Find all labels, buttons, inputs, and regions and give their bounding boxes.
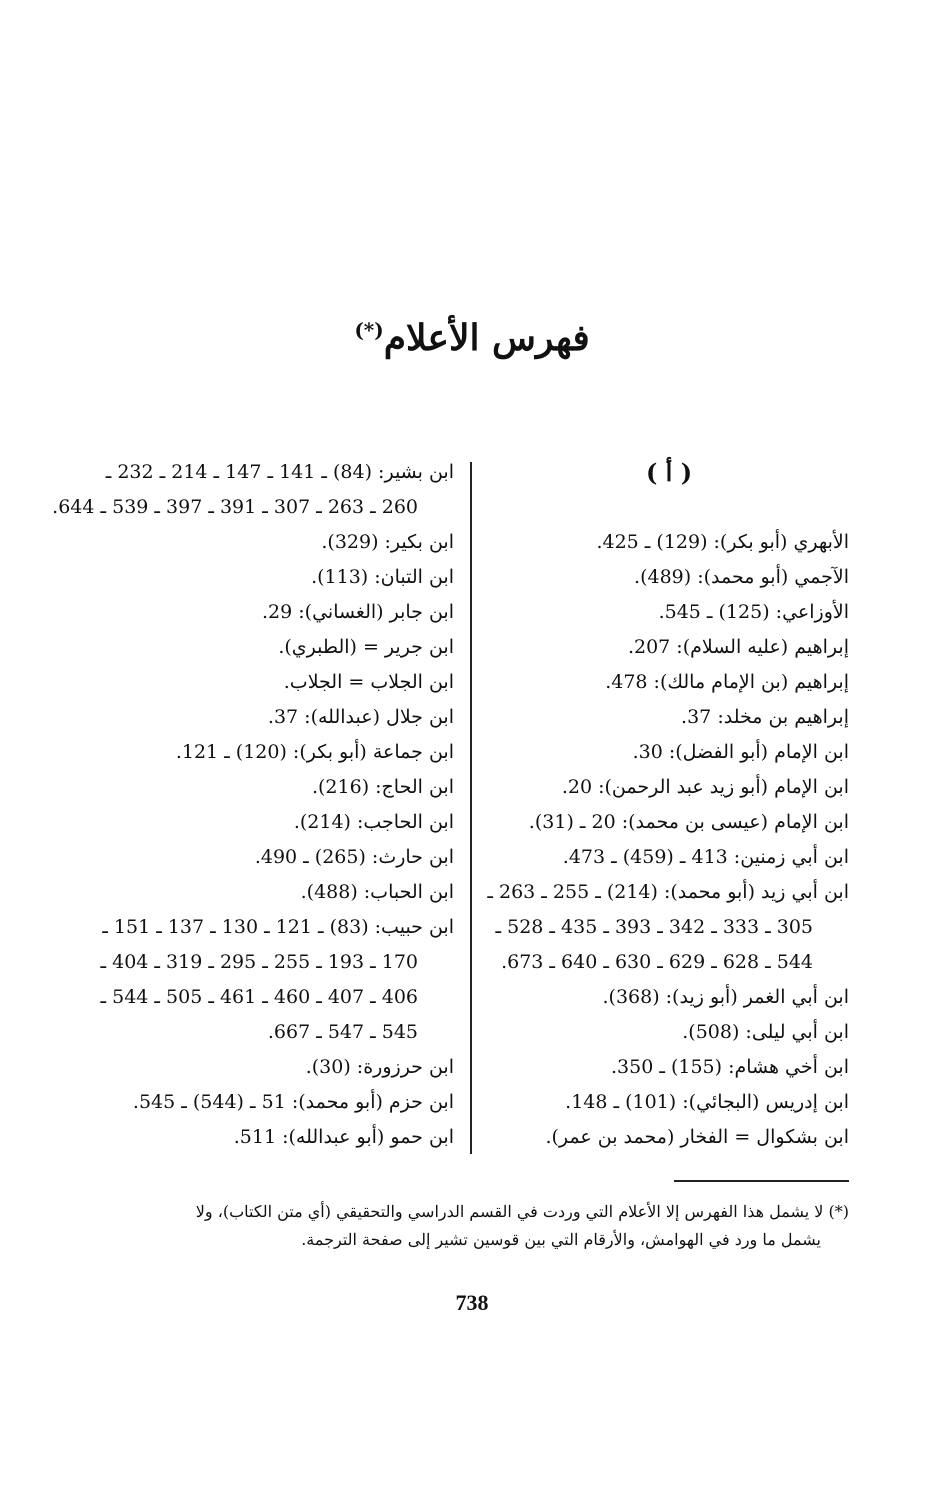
index-entry: ابن جلال (عبدالله): 37. xyxy=(267,706,454,728)
left-column xyxy=(52,455,454,1155)
index-entry: ابن أخي هشام: (155) ـ 350. xyxy=(611,1056,849,1078)
footnote-line: (*) لا يشمل هذا الفهرس إلا الأعلام التي وردت في القسم الدراسي والتحقيقي (أي متن الكتاب)، ولا xyxy=(195,1202,849,1221)
footnote xyxy=(89,1198,849,1254)
page-title xyxy=(0,300,944,368)
index-entry: ابن حبيب: (83) ـ 121 ـ 130 ـ 137 ـ 151 ـ xyxy=(102,916,454,938)
index-entry: ابن حمو (أبو عبدالله): 511. xyxy=(233,1126,454,1148)
index-entry-continuation: 544 ـ 628 ـ 629 ـ 630 ـ 640 ـ 673. xyxy=(501,951,813,973)
index-entry: ابن إدريس (البجائي): (101) ـ 148. xyxy=(565,1091,849,1113)
index-entry: ابن أبي زيد (أبو محمد): (214) ـ 255 ـ 263 ـ xyxy=(487,881,849,903)
index-entry: إبراهيم (بن الإمام مالك): 478. xyxy=(605,671,849,693)
index-entry-continuation: 545 ـ 547 ـ 667. xyxy=(267,1021,418,1043)
title-footnote-marker: (*) xyxy=(354,318,384,342)
index-entry: ابن التبان: (113). xyxy=(311,566,454,588)
index-entry: ابن الحاج: (216). xyxy=(311,776,454,798)
index-entry: ابن الحباب: (488). xyxy=(300,881,454,903)
right-column xyxy=(489,455,849,1155)
index-entry-continuation: 170 ـ 193 ـ 255 ـ 295 ـ 319 ـ 404 ـ xyxy=(100,951,418,973)
index-entry-continuation: 406 ـ 407 ـ 460 ـ 461 ـ 505 ـ 544 ـ xyxy=(100,986,418,1008)
index-entry: ابن أبي الغمر (أبو زيد): (368). xyxy=(602,986,849,1008)
footnote-rule xyxy=(674,1180,849,1182)
footnote-line: يشمل ما ورد في الهوامش، والأرقام التي بين قوسين تشير إلى صفحة الترجمة. xyxy=(301,1230,821,1249)
index-entry: ابن أبي ليلى: (508). xyxy=(682,1021,849,1043)
index-entry: ابن الحاجب: (214). xyxy=(293,811,454,833)
index-entry: ابن حرزورة: (30). xyxy=(305,1056,454,1078)
index-entry: ابن الإمام (عيسى بن محمد): 20 ـ (31). xyxy=(528,811,849,833)
index-entry: ابن الجلاب = الجلاب. xyxy=(283,671,454,693)
index-entry: الآجمي (أبو محمد): (489). xyxy=(634,566,849,588)
index-entry-continuation: 305 ـ 333 ـ 342 ـ 393 ـ 435 ـ 528 ـ xyxy=(495,916,813,938)
index-entry: ابن الإمام (أبو زيد عبد الرحمن): 20. xyxy=(561,776,849,798)
page-number: 738 xyxy=(455,1290,489,1315)
index-entry: إبراهيم بن مخلد: 37. xyxy=(681,706,849,728)
section-letter: ( أ ) xyxy=(645,458,693,487)
index-entry: ابن الإمام (أبو الفضل): 30. xyxy=(632,741,849,763)
index-entry: ابن أبي زمنين: 413 ـ (459) ـ 473. xyxy=(562,846,849,868)
index-entry: ابن بشير: (84) ـ 141 ـ 147 ـ 214 ـ 232 ـ xyxy=(105,461,454,483)
index-entry: الأبهري (أبو بكر): (129) ـ 425. xyxy=(596,531,849,553)
index-entry: ابن جماعة (أبو بكر): (120) ـ 121. xyxy=(175,741,454,763)
index-entry: ابن بشكوال = الفخار (محمد بن عمر). xyxy=(545,1126,849,1148)
title-text: فهرس الأعلام xyxy=(383,317,590,359)
index-entry: الأوزاعي: (125) ـ 545. xyxy=(658,601,849,623)
index-entry-continuation: 260 ـ 263 ـ 307 ـ 391 ـ 397 ـ 539 ـ 644. xyxy=(52,496,418,518)
column-divider xyxy=(470,462,472,1154)
index-entry: ابن بكير: (329). xyxy=(321,531,454,553)
index-entry: ابن حزم (أبو محمد): 51 ـ (544) ـ 545. xyxy=(132,1091,454,1113)
index-entry: ابن جرير = (الطبري). xyxy=(278,636,454,658)
index-entry: ابن جابر (الغساني): 29. xyxy=(261,601,454,623)
index-entry: إبراهيم (عليه السلام): 207. xyxy=(627,636,849,658)
index-entry: ابن حارث: (265) ـ 490. xyxy=(254,846,454,868)
